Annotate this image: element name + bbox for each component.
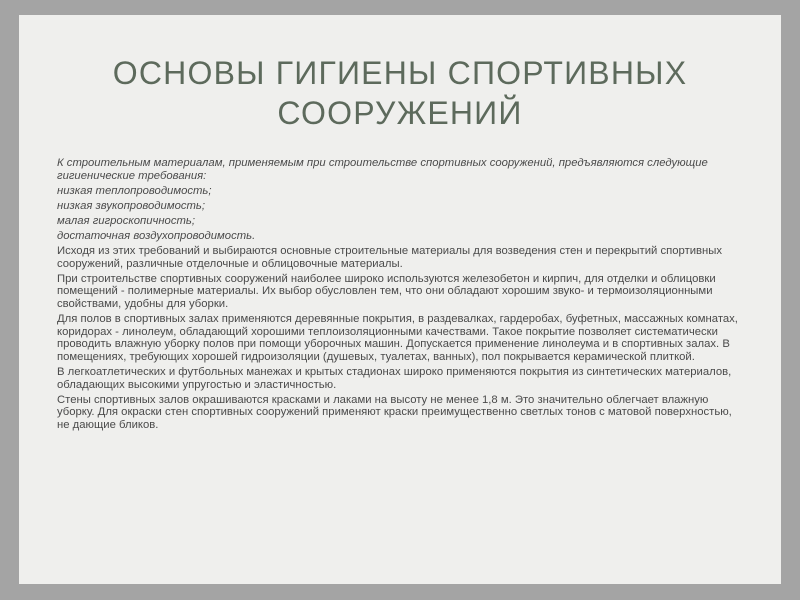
slide-panel: [19, 15, 781, 584]
body-paragraph: низкая теплопроводимость;: [57, 184, 212, 197]
body-paragraph: достаточная воздухопроводимость.: [57, 229, 256, 242]
body-paragraph: Исходя из этих требований и выбираются основные строительные материалы для возведения стен и перекрытий спортивных сооружений, различные отделочные и облицовочные материалы.: [57, 245, 723, 270]
body-paragraph: малая гигроскопичность;: [57, 214, 195, 227]
body-paragraph: В легкоатлетических и футбольных манежах и крытых стадионах широко применяются покрытия из синтетических материалов, обладающих высокими упругостью и эластичностью.: [57, 365, 732, 391]
body-paragraph: При строительстве спортивных сооружений наиболее широко используются железобетон и кирпич, для отделки и облицовки помещений - полимерные материалы. Их выбор обусловлен тем, что они обладают хорошим звуко- и термоизоляционными свойствами, удобны для уборки.: [57, 272, 716, 310]
slide-body: [57, 157, 747, 434]
body-paragraph: Стены спортивных залов окрашиваются красками и лаками на высоту не менее 1,8 м. Это значительно облегчает влажную уборку. Для окраски стен спортивных сооружений применяют краски преимущественно светлых тонов с матовой поверхностью, не дающие бликов.: [57, 393, 732, 431]
slide-title: ОСНОВЫ ГИГИЕНЫ СПОРТИВНЫХ СООРУЖЕНИЙ: [112, 55, 688, 131]
body-paragraph: низкая звукопроводимость;: [57, 199, 205, 212]
body-paragraph: К строительным материалам, применяемым при строительстве спортивных сооружений, предъявляются следующие гигиенические требования:: [57, 157, 708, 182]
body-paragraph: Для полов в спортивных залах применяются деревянные покрытия, в раздевалках, гардеробах, буфетных, массажных комнатах, коридорах - линолеум, обладающий хорошими теплоизоляционными качествами. Такое покрытие позволяет систематически проводить влажную уборку полов при помощи уборочных машин. Допускается применение линолеума и в спортивных залах. В помещениях, требующих хорошей гидроизоляции (душевых, туалетах, ванных), пол покрывается керамической плиткой.: [57, 313, 738, 363]
